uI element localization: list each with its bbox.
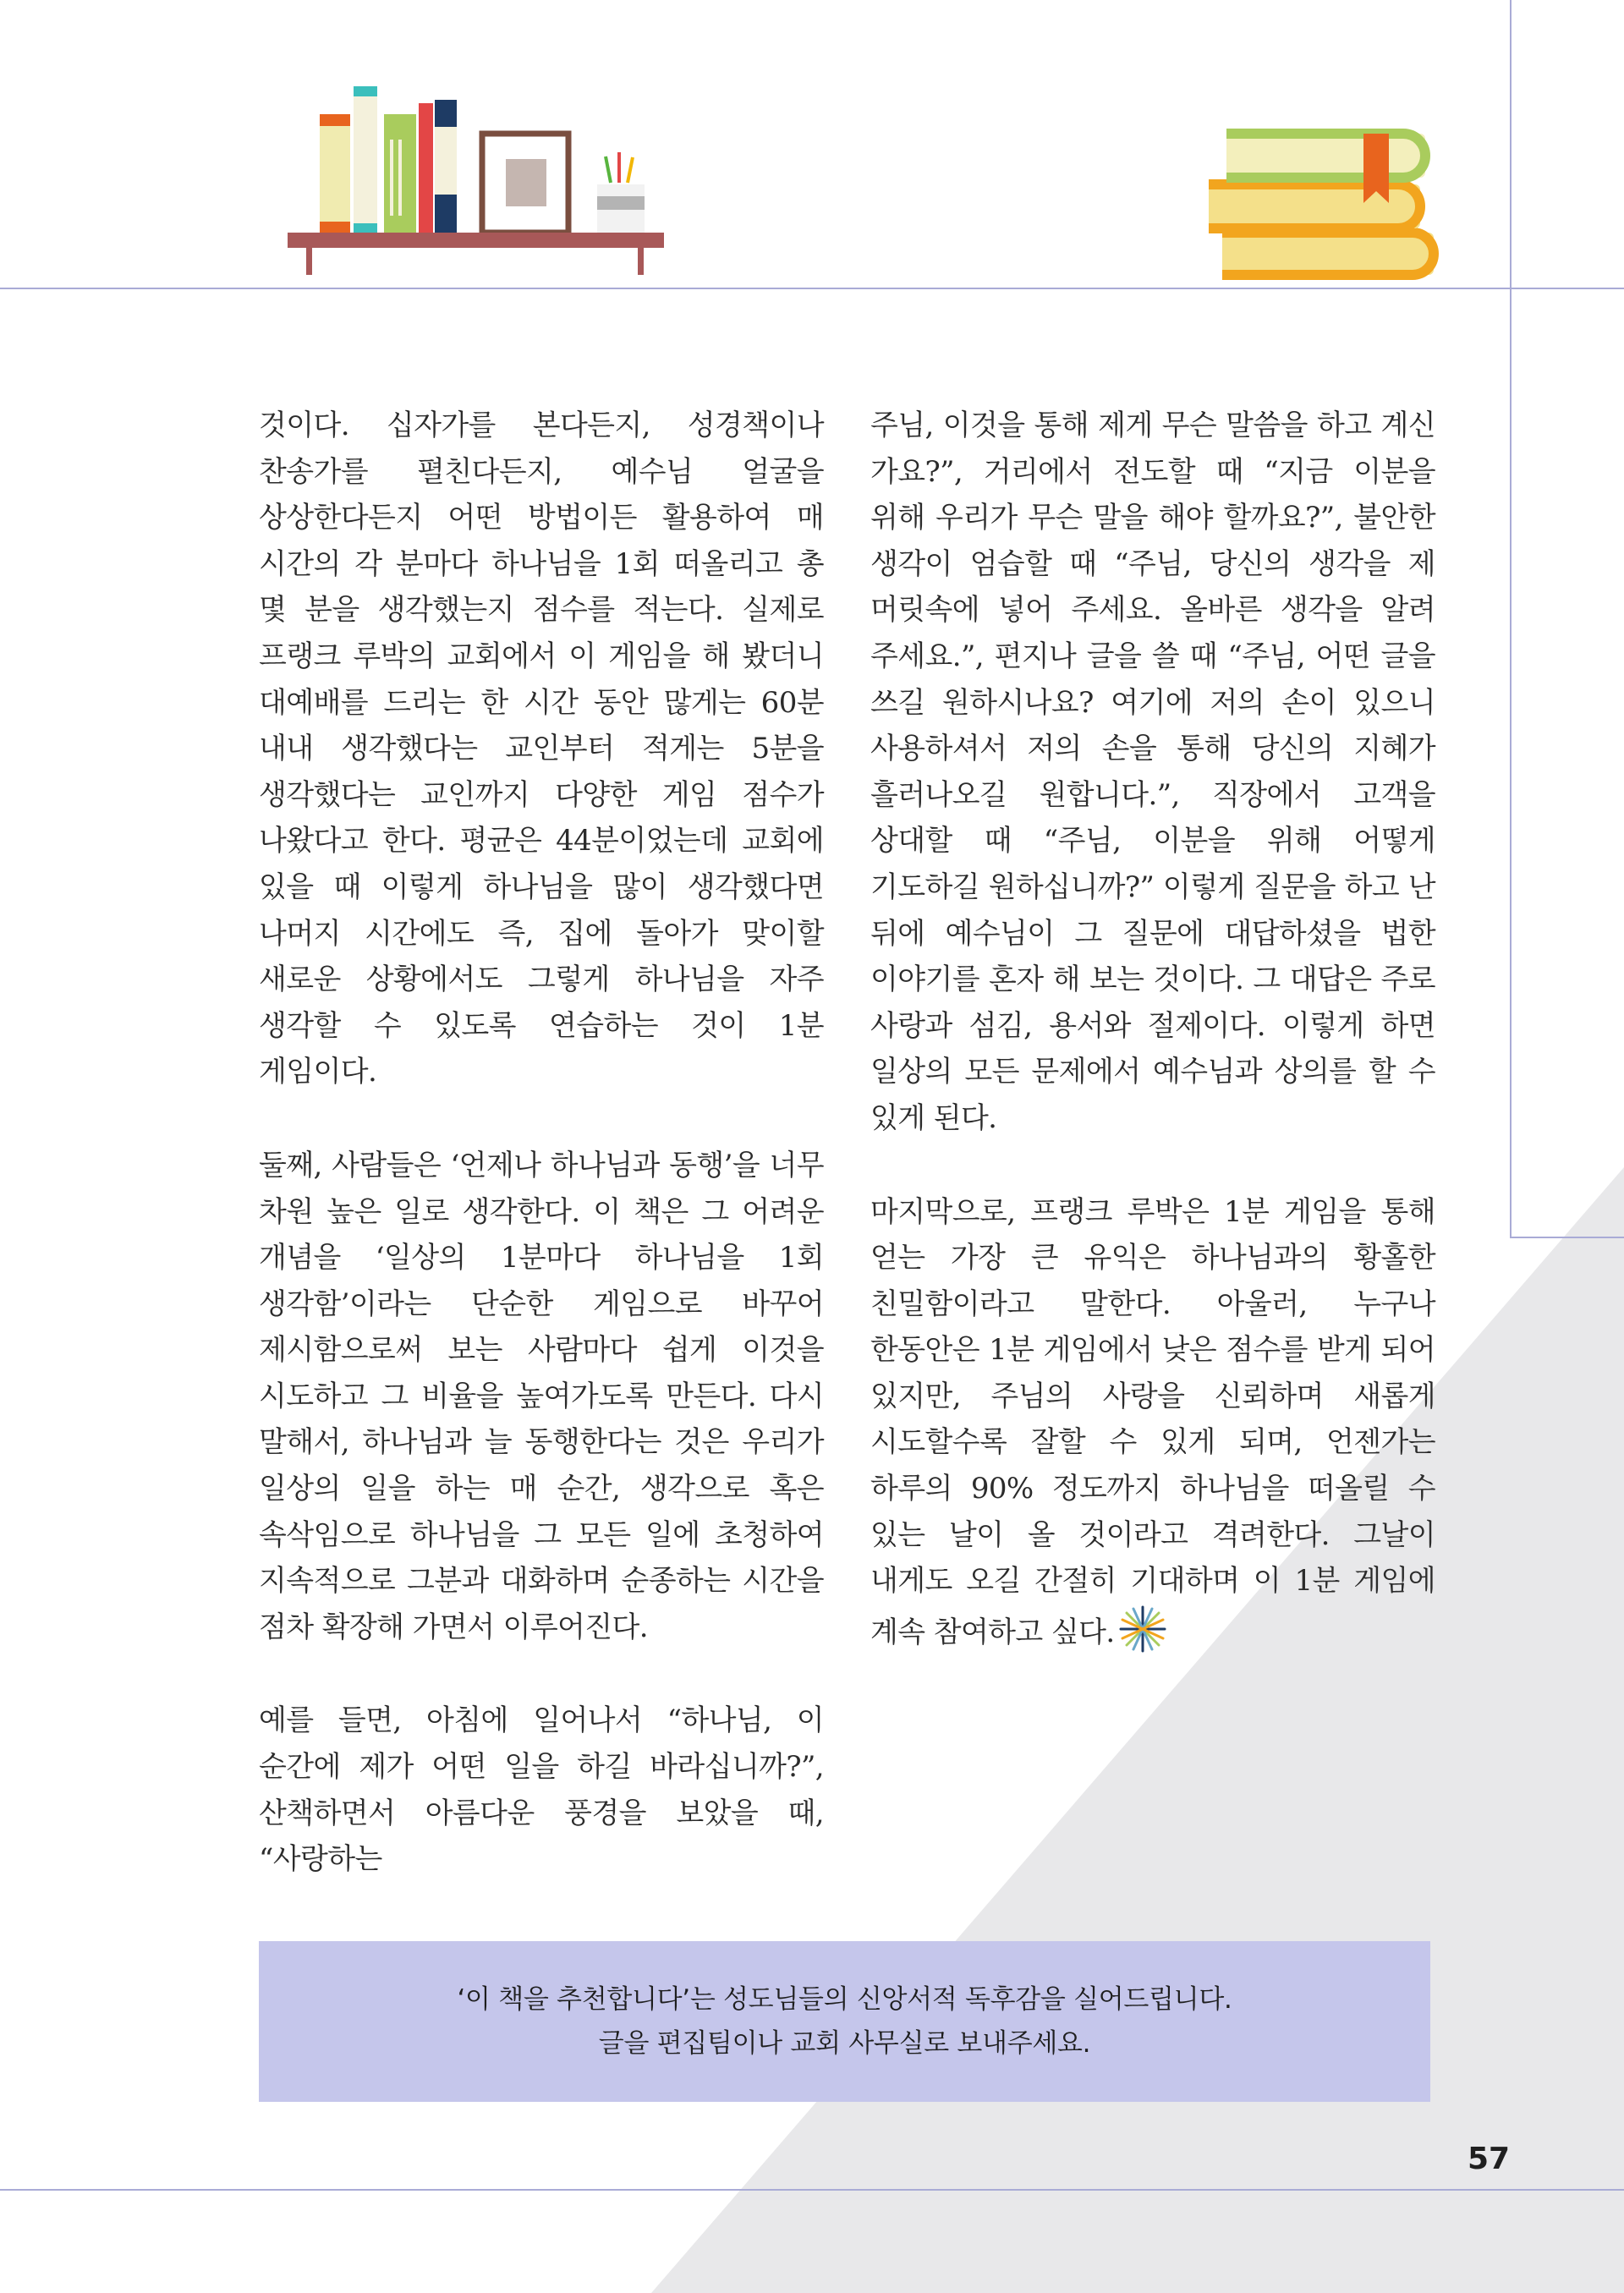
notice-line-1: ‘이 책을 추천합니다’는 성도님들의 신앙서적 독후감을 실어드립니다.	[457, 1984, 1232, 2015]
book-stack-illustration	[1197, 118, 1459, 288]
page-number: 57	[1467, 2142, 1511, 2176]
notice-line-2: 글을 편집팀이나 교회 사무실로 보내주세요.	[598, 2028, 1091, 2059]
article-column-left	[259, 403, 824, 1930]
burst-end-mark-icon	[1118, 1605, 1167, 1654]
article-paragraph-text: 마지막으로, 프랭크 루박은 1분 게임을 통해 얻는 가장 큰 유익은 하나님과의 황홀한 친밀함이라고 말한다. 아울러, 누구나 한동안은 1분 게임에서 낮은 점수를 받게 되어 있지만, 주님의 사랑을 신뢰하며 새롭게 시도할수록 잘할 수 있게 되며, 언젠가는 하루의 90% 정도까지 하나님을 떠올릴 수 있는 날이 올 것이라고 격려한다. 그날이 내게도 오길 간절히 기대하며 이 1분 게임에 계속 참여하고 싶다.	[870, 1194, 1435, 1649]
article-paragraph: 것이다. 십자가를 본다든지, 성경책이나 찬송가를 펼친다든지, 예수님 얼굴을 상상한다든지 어떤 방법이든 활용하여 매 시간의 각 분마다 하나님을 1회 떠올리고 총 몇 분을 생각했는지 점수를 적는다. 실제로 프랭크 루박의 교회에서 이 게임을 해 봤더니 대예배를 드리는 한 시간 동안 많게는 60분 내내 생각했다는 교인부터 적게는 5분을 생각했다는 교인까지 다양한 게임 점수가 나왔다고 한다. 평균은 44분이었는데 교회에 있을 때 이렇게 하나님을 많이 생각했다면 나머지 시간에도 즉, 집에 돌아가 맞이할 새로운 상황에서도 그렇게 하나님을 자주 생각할 수 있도록 연습하는 것이 1분 게임이다.	[259, 409, 824, 1089]
article-paragraph-final	[870, 1189, 1435, 1656]
article-column-right	[870, 403, 1435, 1703]
article-paragraph: 둘째, 사람들은 ‘언제나 하나님과 동행’을 너무 차원 높은 일로 생각한다. 이 책은 그 어려운 개념을 ‘일상의 1분마다 하나님을 1회 생각함’이라는 단순한 게임으로 바꾸어 제시함으로써 보는 사람마다 쉽게 이것을 시도하고 그 비율을 높여가도록 만든다. 다시 말해서, 하나님과 늘 동행한다는 것은 우리가 일상의 일을 하는 매 순간, 생각으로 혹은 속삭임으로 하나님을 그 모든 일에 초청하여 지속적으로 그분과 대화하며 순종하는 시간을 점차 확장해 가면서 이루어진다.	[259, 1148, 824, 1644]
header-rule-line	[0, 288, 1624, 289]
article-paragraph: 예를 들면, 아침에 일어나서 “하나님, 이 순간에 제가 어떤 일을 하길 바라십니까?”, 산책하면서 아름다운 풍경을 보았을 때, “사랑하는	[259, 1703, 824, 1877]
footer-rule-line	[0, 2189, 1624, 2191]
right-vertical-rule	[1510, 0, 1512, 1238]
notice-box	[259, 1941, 1430, 2102]
bookshelf-illustration	[279, 76, 677, 292]
article-paragraph: 주님, 이것을 통해 제게 무슨 말씀을 하고 계신 가요?”, 거리에서 전도할 때 “지금 이분을 위해 우리가 무슨 말을 해야 할까요?”, 불안한 생각이 엄습할 때 “주님, 당신의 생각을 제 머릿속에 넣어 주세요. 올바른 생각을 알려 주세요.”, 편지나 글을 쓸 때 “주님, 어떤 글을 쓰길 원하시나요? 여기에 저의 손이 있으니 사용하셔서 저의 손을 통해 당신의 지혜가 흘러나오길 원합니다.”, 직장에서 고객을 상대할 때 “주님, 이분을 위해 어떻게 기도하길 원하십니까?” 이렇게 질문을 하고 난 뒤에 예수님이 그 질문에 대답하셨을 법한 이야기를 혼자 해 보는 것이다. 그 대답은 주로 사랑과 섬김, 용서와 절제이다. 이렇게 하면 일상의 모든 문제에서 예수님과 상의를 할 수 있게 된다.	[870, 409, 1435, 1135]
right-short-rule	[1510, 1237, 1624, 1238]
